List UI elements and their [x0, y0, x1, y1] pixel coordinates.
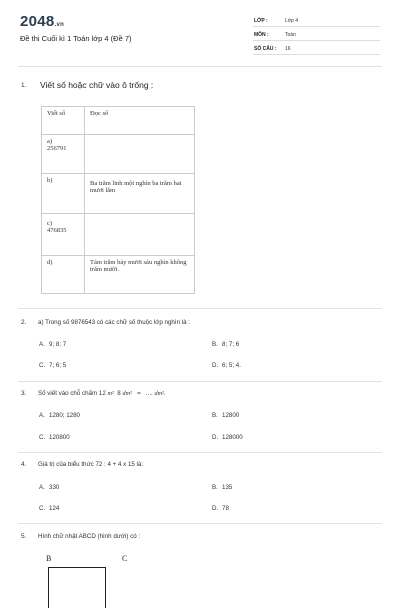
- q2-option-a[interactable]: A. 9; 8; 7: [39, 341, 67, 348]
- answer-cell[interactable]: [85, 135, 195, 174]
- row-label: a): [47, 138, 53, 145]
- vertex-b-label: B: [46, 554, 52, 563]
- q2-text: a) Trong số 9876543 có các chữ số thuộc lớp nghìn là :: [38, 319, 190, 326]
- q3-option-d[interactable]: D. 128000: [212, 434, 243, 441]
- q2-option-d[interactable]: D. 6; 5; 4.: [212, 362, 241, 369]
- row-label: b): [47, 177, 53, 184]
- q2-option-c[interactable]: C. 7; 6; 5: [39, 362, 67, 369]
- question-divider: [18, 381, 382, 382]
- question-count-label: SỐ CÂU :: [254, 46, 277, 52]
- q3-number: 3.: [21, 390, 27, 397]
- q3-text: Số viết vào chỗ chấm 12 m² 8 dm² = .... dm².: [38, 390, 166, 397]
- q5-number: 5.: [21, 533, 27, 540]
- question-divider: [18, 308, 382, 309]
- q4-option-b[interactable]: B. 135: [212, 484, 233, 491]
- meta-divider: [253, 40, 380, 41]
- q4-option-d[interactable]: D. 78: [212, 505, 229, 512]
- q4-option-c[interactable]: C. 124: [39, 505, 60, 512]
- table-header: Viết số: [42, 107, 85, 135]
- row-number: 256791: [47, 145, 67, 152]
- q1-table: [41, 106, 195, 294]
- row-number: 476835: [47, 227, 67, 234]
- q2-option-b[interactable]: B. 8; 7; 6: [212, 341, 240, 348]
- meta-divider: [253, 26, 380, 27]
- question-count-value: 16: [285, 46, 291, 52]
- answer-cell[interactable]: [85, 214, 195, 256]
- q4-text: Giá trị của biểu thức 72 : 4 + 4 x 15 là:: [38, 461, 144, 468]
- subject-value: Toán: [285, 32, 296, 38]
- q3-option-b[interactable]: B. 12800: [212, 412, 240, 419]
- row-words: Ba trăm linh một nghìn ba trăm hai mươi lăm: [85, 174, 195, 214]
- table-header: Đọc số: [85, 107, 195, 135]
- meta-divider: [253, 54, 380, 55]
- class-value: Lớp 4: [285, 18, 299, 24]
- q3-option-c[interactable]: C. 120800: [39, 434, 70, 441]
- table-row: [42, 135, 195, 174]
- q4-number: 4.: [21, 461, 27, 468]
- header-divider: [18, 66, 382, 67]
- vertex-c-label: C: [122, 554, 128, 563]
- class-label: LỚP :: [254, 18, 268, 24]
- q3-option-a[interactable]: A. 1280; 1280: [39, 412, 80, 419]
- exam-title: Đề thi Cuối kì 1 Toán lớp 4 (Đề 7): [20, 34, 132, 43]
- q1-text: Viết số hoặc chữ vào ô trống :: [40, 80, 154, 90]
- question-divider: [18, 452, 382, 453]
- subject-label: MÔN :: [254, 32, 269, 38]
- row-label: d): [47, 259, 53, 266]
- table-row: [42, 256, 195, 294]
- table-row: [42, 214, 195, 256]
- q2-number: 2.: [21, 319, 27, 326]
- rectangle-abcd-figure: [48, 567, 106, 608]
- table-row: [42, 174, 195, 214]
- q5-text: Hình chữ nhật ABCD (hình dưới) có :: [38, 533, 141, 540]
- q4-option-a[interactable]: A. 330: [39, 484, 60, 491]
- row-label: c): [47, 220, 53, 227]
- q1-number: 1.: [21, 82, 27, 89]
- row-words: Tám trăm bảy mươi sáu nghìn không trăm mười.: [85, 256, 195, 294]
- question-divider: [18, 523, 382, 524]
- site-logo[interactable]: 2048.vn: [20, 13, 65, 30]
